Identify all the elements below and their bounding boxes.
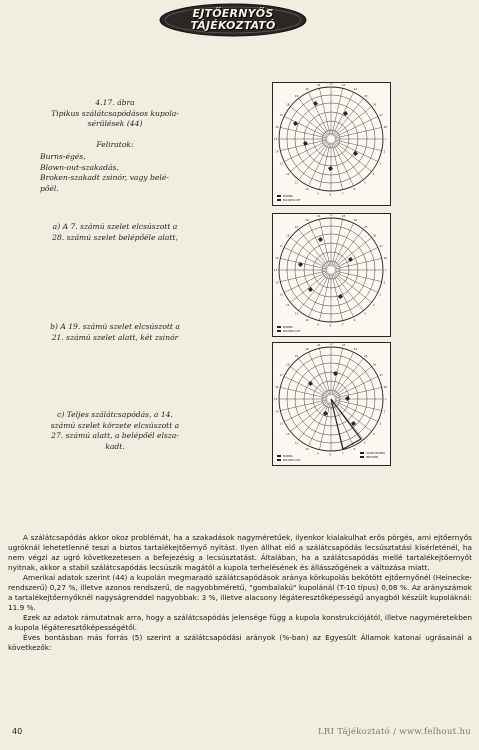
canopy-drawing-b <box>273 214 390 336</box>
svg-text:10: 10 <box>305 448 309 452</box>
svg-text:17: 17 <box>279 114 283 118</box>
legend-blown-out: BLOWN-OUT <box>277 199 300 202</box>
svg-text:2: 2 <box>383 281 386 285</box>
svg-text:22: 22 <box>329 83 333 86</box>
svg-text:15: 15 <box>274 398 278 402</box>
svg-text:16: 16 <box>275 125 279 129</box>
figure-title-line-1: Tipikus szálátcsapódásos kupola- <box>51 108 179 118</box>
svg-text:14: 14 <box>275 410 279 414</box>
svg-text:7: 7 <box>341 452 344 456</box>
svg-text:13: 13 <box>279 293 283 297</box>
canopy-drawing-a <box>273 83 390 205</box>
svg-text:4: 4 <box>372 303 375 307</box>
svg-text:24: 24 <box>353 88 357 92</box>
svg-text:8: 8 <box>329 453 332 457</box>
svg-text:23: 23 <box>341 344 346 348</box>
svg-text:10: 10 <box>305 319 309 323</box>
caption-c <box>40 410 190 452</box>
svg-text:28: 28 <box>383 256 387 260</box>
svg-text:21: 21 <box>317 344 321 348</box>
legend-terms <box>40 152 190 194</box>
paragraph-3: Ezek az adatok rámutatnak arra, hogy a szálátcsapódás jelensége függ a kupola konstrukciójától, illetve nagyméretekben a kupola légáteresztőképességétől. <box>8 613 472 632</box>
caption-a <box>40 222 190 243</box>
svg-text:5: 5 <box>364 441 366 445</box>
svg-text:21: 21 <box>317 84 321 88</box>
svg-text:12: 12 <box>286 432 290 436</box>
legend-broken: BROKEN <box>360 456 385 459</box>
footer-watermark: LRI Tájékoztató / www.felhout.hu <box>317 727 471 737</box>
caption-c-line-1: c) Teljes szálátcsapódás, a 14. <box>57 410 173 419</box>
svg-text:28: 28 <box>383 385 387 389</box>
svg-text:12: 12 <box>286 172 290 176</box>
svg-text:25: 25 <box>364 225 368 229</box>
term-broken: Broken-szakadt zsinór, vagy belé- <box>40 173 169 182</box>
header-line-1: EJTŐERNYŐS <box>192 7 274 20</box>
header-badge <box>158 2 308 38</box>
body-text <box>8 533 472 653</box>
figure-number: 4.17. ábra <box>95 98 135 107</box>
svg-text:14: 14 <box>275 150 279 154</box>
figure-title-line-2: sérülések (44) <box>87 119 143 128</box>
svg-text:25: 25 <box>364 354 368 358</box>
svg-text:27: 27 <box>379 245 383 249</box>
svg-text:5: 5 <box>364 312 366 316</box>
caption-c-line-4: kadt. <box>105 441 125 451</box>
svg-text:13: 13 <box>279 422 283 426</box>
svg-text:19: 19 <box>294 94 299 98</box>
svg-text:1: 1 <box>385 138 387 142</box>
svg-text:4: 4 <box>372 432 375 436</box>
svg-text:18: 18 <box>286 363 290 367</box>
caption-b-line-1: b) A 19. számú szelet elcsúszott a <box>50 322 180 331</box>
canopy-b-legend <box>277 326 300 333</box>
svg-text:20: 20 <box>305 348 309 352</box>
legend-skirt-burns: SKIRT BURNS <box>360 452 385 455</box>
svg-text:19: 19 <box>294 354 299 358</box>
svg-text:19: 19 <box>294 225 299 229</box>
canopy-diagram-c <box>272 342 391 466</box>
legend-blown-out: BLOWN-OUT <box>277 459 300 462</box>
svg-text:8: 8 <box>329 324 332 328</box>
svg-text:12: 12 <box>286 303 290 307</box>
canopy-a-legend <box>277 195 300 202</box>
svg-text:22: 22 <box>329 343 333 346</box>
svg-text:21: 21 <box>317 215 321 219</box>
svg-text:11: 11 <box>294 181 299 185</box>
svg-text:23: 23 <box>341 215 346 219</box>
svg-text:23: 23 <box>341 84 346 88</box>
caption-a-line-1: a) A 7. számú szelet elcsúszott a <box>52 222 178 231</box>
svg-text:26: 26 <box>372 234 377 238</box>
svg-text:25: 25 <box>364 94 368 98</box>
svg-text:17: 17 <box>279 245 283 249</box>
svg-text:22: 22 <box>329 214 333 217</box>
svg-text:27: 27 <box>379 374 383 378</box>
caption-c-line-2: számú szelet körzete elcsúszott a <box>50 420 180 430</box>
legend-burns: BURNS <box>277 455 300 458</box>
svg-text:18: 18 <box>286 234 290 238</box>
canopy-c-legend-right <box>360 452 385 459</box>
term-blown-out: Blown-out-szakadás, <box>40 162 119 172</box>
legend-burns: BURNS <box>277 195 300 198</box>
svg-text:26: 26 <box>372 363 377 367</box>
svg-text:7: 7 <box>341 323 344 327</box>
svg-text:20: 20 <box>305 88 309 92</box>
svg-text:3: 3 <box>379 422 382 426</box>
svg-text:13: 13 <box>279 162 283 166</box>
term-broken-cont: pőél. <box>40 183 59 193</box>
term-burns: Burns-égés, <box>40 152 86 161</box>
svg-text:24: 24 <box>353 348 357 352</box>
svg-text:4: 4 <box>372 172 375 176</box>
svg-text:14: 14 <box>275 281 279 285</box>
svg-text:2: 2 <box>383 410 386 414</box>
svg-text:15: 15 <box>274 138 278 142</box>
svg-text:16: 16 <box>275 256 279 260</box>
canopy-diagram-a <box>272 82 391 206</box>
svg-text:24: 24 <box>353 219 357 223</box>
svg-text:2: 2 <box>383 150 386 154</box>
svg-text:5: 5 <box>364 181 366 185</box>
svg-text:3: 3 <box>379 293 382 297</box>
svg-text:26: 26 <box>372 103 377 107</box>
legend-blown-out: BLOWN-OUT <box>277 330 300 333</box>
caption-c-line-3: 27. számú alatt, a belépőél elsza- <box>51 431 179 440</box>
svg-text:16: 16 <box>275 385 279 389</box>
svg-text:9: 9 <box>317 452 319 456</box>
svg-text:6: 6 <box>353 448 356 452</box>
svg-text:9: 9 <box>317 323 319 327</box>
svg-text:20: 20 <box>305 219 309 223</box>
caption-b <box>40 322 190 343</box>
svg-text:3: 3 <box>379 162 382 166</box>
svg-text:1: 1 <box>385 269 387 273</box>
svg-text:10: 10 <box>305 188 309 192</box>
figure-caption-title <box>40 98 190 130</box>
paragraph-4: Éves bontásban más forrás (5) szerint a szálátcsapódási arányok (%-ban) az Egyesült Államok katonai ugrásainál a következők: <box>8 633 472 652</box>
svg-text:18: 18 <box>286 103 290 107</box>
canopy-drawing-c <box>273 343 390 465</box>
paragraph-2: Amerikai adatok szerint (44) a kupolán megmaradó szálátcsapódások aránya körkupolás bekötött ejtőernyőnél (Heinecke-rendszerű) 0,27 %, illetve azonos rendszerű, de nagyobbméretű, "gombalakú" kupolánál (T-10 típus) 0,08 %. Az arányszámok a tartalékejtőernyőknél nagyságrenddel nagyobbak: 3 %, illetve alacsony légáteresztőképességű anyagból készült kupoláknál: 11.9 %. <box>8 573 472 612</box>
canopy-diagram-b <box>272 213 391 337</box>
caption-b-line-2: 21. számú szelet alatt, két zsinór <box>51 332 179 342</box>
svg-text:7: 7 <box>341 192 344 196</box>
caption-a-line-2: 28. számú szelet belépőéle alatt, <box>52 232 178 242</box>
svg-text:15: 15 <box>274 269 278 273</box>
feliratok-label: Feliratok: <box>96 140 134 149</box>
svg-text:11: 11 <box>294 312 299 316</box>
legend-burns: BURNS <box>277 326 300 329</box>
svg-text:8: 8 <box>329 193 332 197</box>
svg-text:28: 28 <box>383 125 387 129</box>
page-number: 40 <box>12 727 23 736</box>
svg-text:17: 17 <box>279 374 283 378</box>
svg-text:1: 1 <box>385 398 387 402</box>
svg-text:27: 27 <box>379 114 383 118</box>
svg-text:9: 9 <box>317 192 319 196</box>
header-line-2: TÁJÉKOZTATÓ <box>190 19 276 32</box>
svg-text:11: 11 <box>294 441 299 445</box>
paragraph-1: A szálátcsapódás akkor okoz problémát, ha a szakadások nagyméretűek, ilyenkor kialakulhat erős pörgés, ami ejtőernyős ugróknál lehetetlenné teszi a biztos tartalékejtőernyő nyitást. Ilyen állhat elő a szálátcsapódás lecsúsztatási kísérleténél, ha nem végzi az ugró következetesen a befejezésig a lecsúsztatást. Általában, ha a szálátcsapódás mellé tartalékejtőernyőt nyitnak, akkor a stabil szálátcsapódás lecsúszik magától a kupola terhelésének és állásszögének a változása miatt. <box>8 533 472 572</box>
svg-text:6: 6 <box>353 188 356 192</box>
canopy-c-legend <box>277 455 300 462</box>
svg-text:6: 6 <box>353 319 356 323</box>
